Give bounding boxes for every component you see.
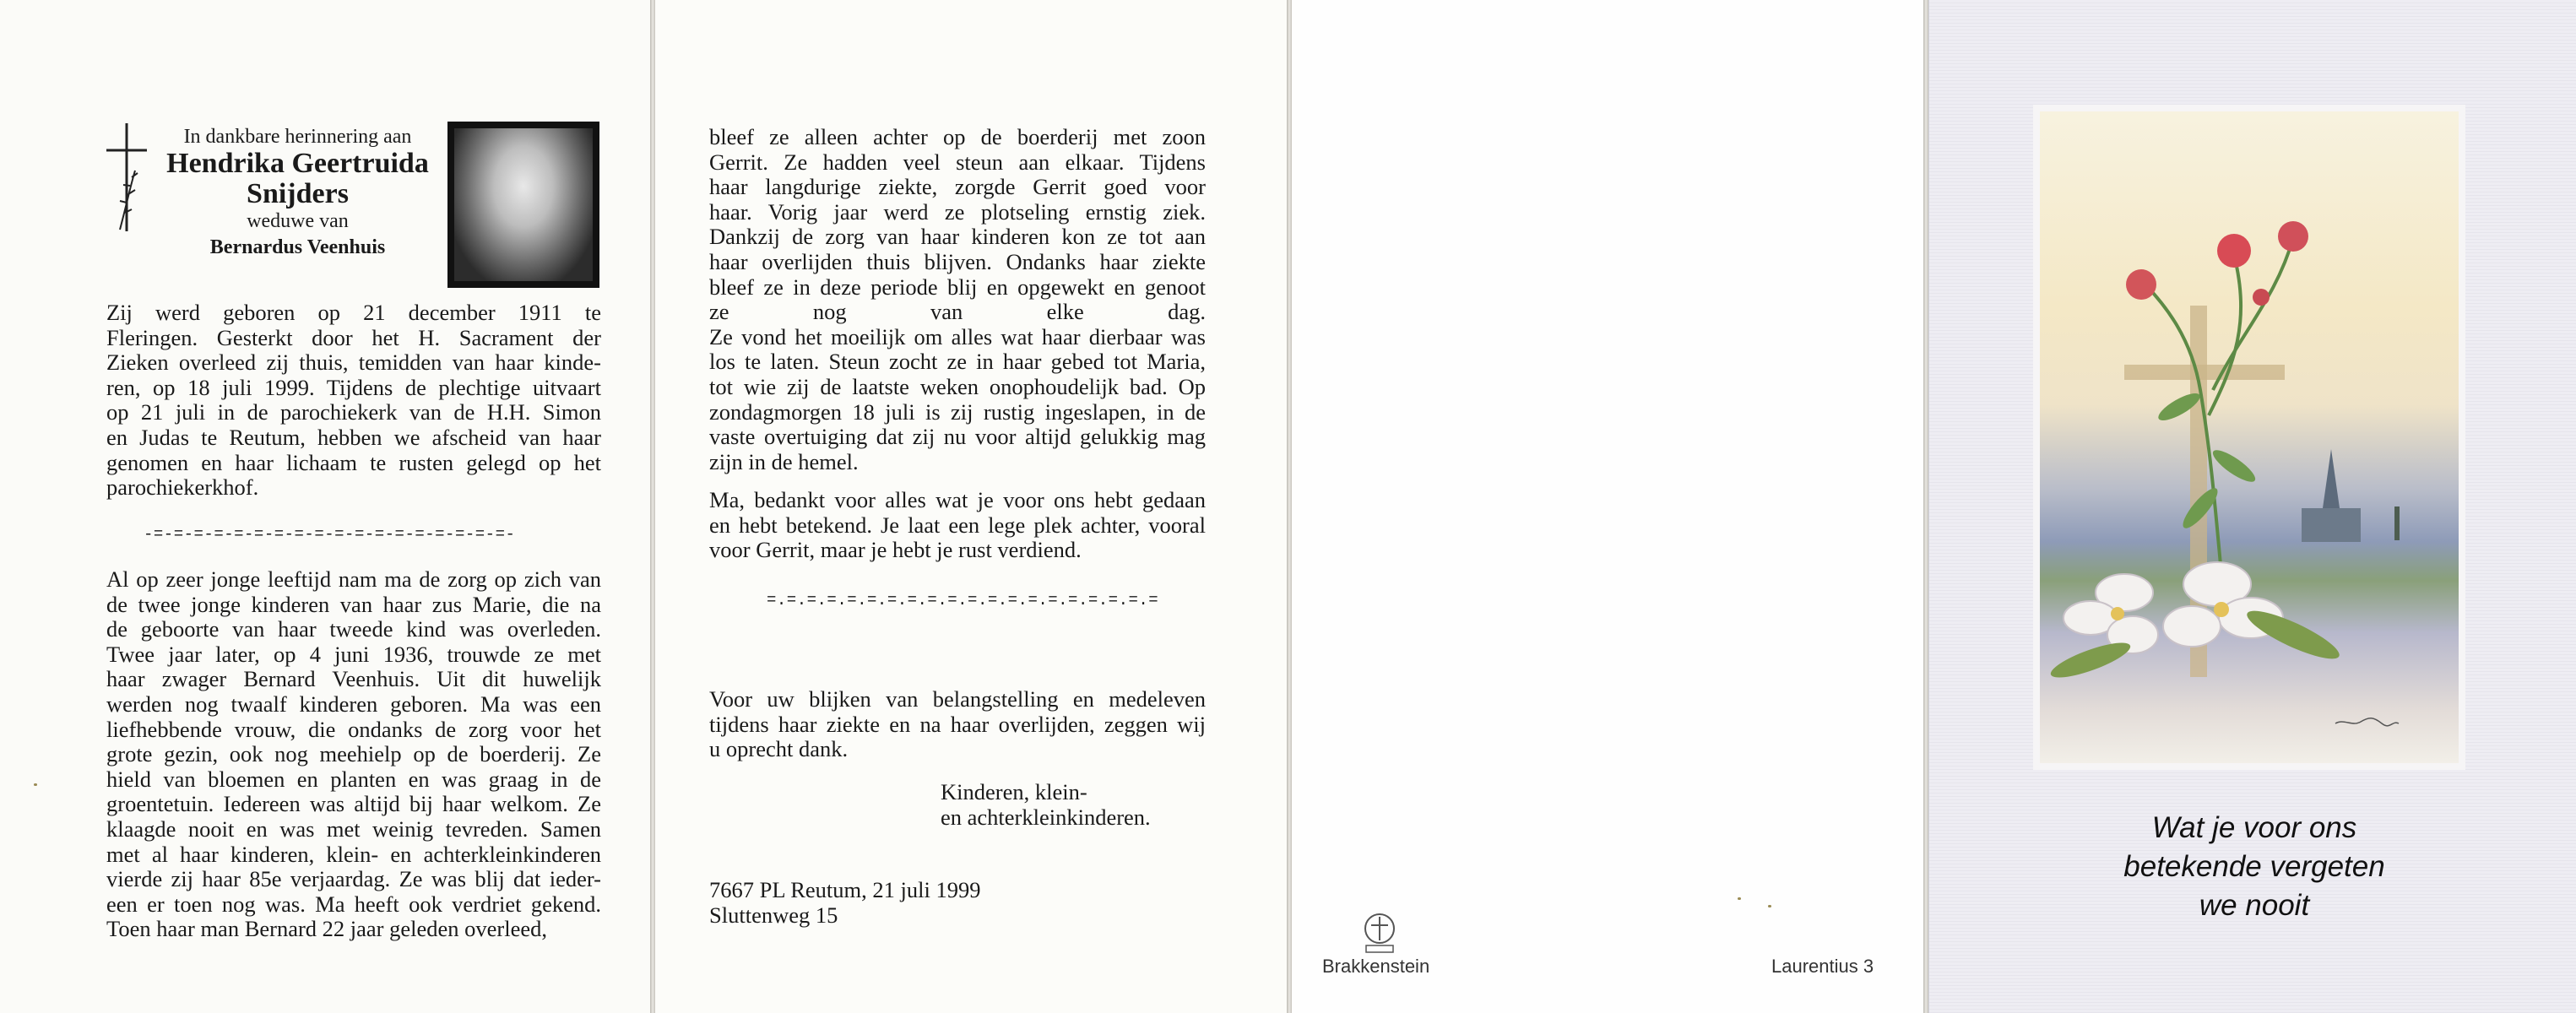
card-panel-inner-right [655, 0, 1287, 1013]
text-line: de geboorte van haar tweede kind was overleden. [106, 616, 601, 642]
text-line: Gerrit. Ze hadden veel steun aan elkaar. Tijdens [709, 149, 1206, 175]
text-line: tijdens haar ziekte en na haar overlijden, zeggen wij [709, 711, 1206, 737]
text-line: groentetuin. Iedereen was altijd bij haar welkom. Ze [106, 791, 601, 817]
text-line: ze nog van elke dag. [709, 299, 1206, 325]
text-line: Al op zeer jonge leeftijd nam ma de zorg op zich van [106, 566, 601, 592]
text-line: Ma, bedankt voor alles wat je voor ons hebt gedaan [709, 487, 1206, 512]
quote-line: betekende vergeten [2123, 850, 2385, 883]
text-line: tot wie zij de laatste weken onophoudelijk bad. Op [709, 373, 1206, 399]
text-line: haar. Vorig jaar werd ze plotseling ernstig ziek. [709, 198, 1206, 225]
text-line: Twee jaar later, op 4 juni 1936, trouwde ze met [106, 641, 601, 667]
publisher-name: Brakkenstein [1322, 956, 1430, 977]
portrait-photo [447, 122, 599, 288]
painting-illustration [2040, 111, 2459, 763]
text-line: de twee jonge kinderen van haar zus Marie, die na [106, 591, 601, 617]
text-line: haar overlijden thuis blijven. Ondanks haar ziekte [709, 248, 1206, 274]
signature-line: en achterkleinkinderen. [941, 804, 1151, 830]
text-line: bleef ze alleen achter op de boerderij met zoon [709, 124, 1206, 149]
address-line: 7667 PL Reutum, 21 juli 1999 [709, 877, 981, 902]
card-code: Laurentius 3 [1771, 956, 1874, 977]
biography-paragraph-3 [709, 125, 1206, 474]
text-line: ren, op 18 juli 1999. Tijdens de plechtige uitvaart [106, 374, 601, 400]
text-line: werden nog twaalf kinderen geboren. Ma was een [106, 691, 601, 717]
text-line: grote gezin, ook nog meehielp op de boerderij. Ze [106, 741, 601, 767]
text-line: Zieken overleed zij thuis, temidden van haar kinde- [106, 349, 601, 376]
text-line: op 21 juli in de parochiekerk van de H.H. Simon [106, 399, 601, 425]
text-line: en Judas te Reutum, hebben we afscheid van haar [106, 424, 601, 450]
signature-line: Kinderen, klein- [941, 779, 1087, 804]
text-line: Fleringen. Gesterkt door het H. Sacrament der [106, 324, 601, 350]
text-line: Toen haar man Bernard 22 jaar geleden overleed, [106, 916, 548, 942]
text-line: u oprecht dank. [709, 736, 849, 762]
acknowledgement-paragraph [709, 687, 1206, 762]
text-line: bleef ze in deze periode blij en opgewekt en genoot [709, 274, 1206, 300]
text-line: een er toen nog was. Ma heeft ook verdriet gekend. [106, 891, 601, 917]
quote-line: Wat je voor ons [2151, 811, 2357, 844]
text-line: Ze vond het moeilijk om alles wat haar dierbaar was [709, 323, 1206, 349]
address-block [709, 878, 1131, 928]
text-line: met al haar kinderen, klein- en achterkleinkinderen [106, 841, 601, 867]
thank-you-mother-paragraph [709, 488, 1206, 563]
memorial-quote [2060, 809, 2449, 925]
paper-speck [1738, 897, 1741, 900]
brakkenstein-logo-icon [1361, 912, 1398, 956]
text-line: voor Gerrit, maar je hebt je rust verdiend. [709, 537, 1082, 563]
text-line: vierde zij haar 85e verjaardag. Ze was blij dat ieder- [106, 866, 601, 892]
text-line: zijn in de hemel. [709, 448, 859, 474]
separator-line: =.=.=.=.=.=.=.=.=.=.=.=.=.=.=.=.=.=.=.= [767, 591, 1159, 609]
intro-text: In dankbare herinnering aan [183, 126, 412, 148]
card-panel-left [0, 0, 650, 1013]
paper-speck [1768, 905, 1771, 907]
deceased-name-line1: Hendrika Geertruida [166, 148, 429, 179]
text-line: Dankzij de zorg van haar kinderen kon ze tot aan [709, 224, 1206, 250]
cross-with-palm-icon [101, 120, 152, 238]
text-line: Voor uw blijken van belangstelling en medeleven [709, 686, 1206, 712]
paper-speck [34, 783, 37, 786]
text-line: liefhebbende vrouw, die ondanks de zorg voor het [106, 716, 601, 742]
signature-block [941, 780, 1219, 830]
separator-line: -=-=-=-=-=-=-=-=-=-=-=-=-=-=-=-=-=-=- [144, 525, 516, 544]
address-line: Sluttenweg 15 [709, 902, 838, 928]
text-line: zondagmorgen 18 juli is zij rustig ingeslapen, in de [709, 398, 1206, 425]
text-line: vaste overtuiging dat zij nu voor altijd gelukkig mag [709, 424, 1206, 450]
text-line: klaagde nooit en was met weinig tevreden. Samen [106, 815, 601, 842]
quote-line: we nooit [2199, 889, 2310, 922]
text-line: haar zwager Bernard Veenhuis. Uit dit huwelijk [106, 666, 601, 692]
cross-and-flowers-painting [2040, 111, 2459, 763]
card-back-panel [1292, 0, 1923, 1013]
text-line: Zij werd geboren op 21 december 1911 te [106, 300, 601, 325]
text-line: haar langdurige ziekte, zorgde Gerrit goed voor [709, 174, 1206, 200]
biography-paragraph-1 [106, 301, 601, 501]
text-line: parochiekerkhof. [106, 474, 259, 501]
biography-paragraph-2 [106, 567, 601, 942]
text-line: los te laten. Steun zocht ze in haar gebed tot Maria, [709, 349, 1206, 375]
widow-of-text: weduwe van [247, 210, 349, 232]
text-line: genomen en haar lichaam te rusten gelegd op het [106, 449, 601, 475]
deceased-name-line2: Snijders [247, 178, 349, 209]
text-line: hield van bloemen en planten en was graag in de [106, 766, 601, 792]
spouse-name: Bernardus Veenhuis [209, 236, 386, 258]
text-line: en hebt betekend. Je laat een lege plek achter, vooral [709, 512, 1206, 538]
memorial-header [152, 125, 443, 262]
